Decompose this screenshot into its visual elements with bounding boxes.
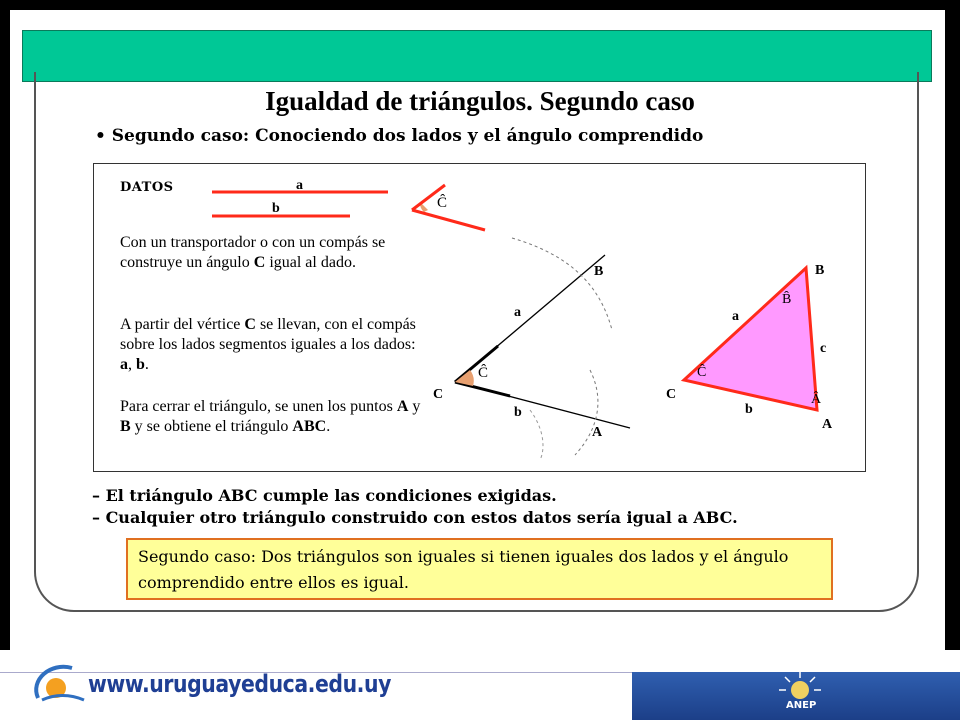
construction-label-C: C bbox=[433, 387, 444, 402]
triangle-angle-C-label: Ĉ bbox=[697, 365, 707, 380]
datos-label: DATOS bbox=[120, 180, 174, 195]
triangle-label-A: A bbox=[822, 417, 833, 432]
step-3-text: Para cerrar el triángulo, se unen los puntos A y B y se obtiene el triángulo ABC. bbox=[120, 398, 421, 435]
anep-logo-icon bbox=[779, 672, 821, 699]
triangle-label-c: c bbox=[820, 341, 827, 356]
footer-url[interactable]: www.uruguayeduca.edu.uy bbox=[88, 670, 391, 698]
footer-org: ANEP bbox=[786, 700, 817, 711]
construction-label-b: b bbox=[514, 405, 522, 420]
conclusion-line-2: – Cualquier otro triángulo construido con estos datos sería igual a ABC. bbox=[92, 508, 738, 527]
triangle-angle-A-label: Â bbox=[811, 392, 822, 407]
construction-angle-label: Ĉ bbox=[478, 365, 489, 381]
construction-label-B: B bbox=[594, 264, 604, 279]
triangle-label-C: C bbox=[666, 387, 677, 402]
triangle-angle-B-label: B̂ bbox=[782, 292, 792, 307]
segment-a-label: a bbox=[296, 178, 303, 193]
construction-label-A: A bbox=[592, 425, 603, 440]
conclusion-line-1: – El triángulo ABC cumple las condiciones exigidas. bbox=[92, 486, 557, 505]
step-1-text: Con un transportador o con un compás se construye un ángulo C igual al dado. bbox=[120, 234, 386, 271]
page-title: Igualdad de triángulos. Segundo caso bbox=[265, 86, 695, 116]
triangle-label-B: B bbox=[815, 263, 825, 278]
uruguayeduca-logo-icon bbox=[36, 667, 84, 700]
step-2-text: A partir del vértice C se llevan, con el compás sobre los lados segmentos iguales a los dados: a, b. bbox=[120, 316, 416, 373]
given-angle-label: Ĉ bbox=[437, 195, 448, 211]
construction-label-a: a bbox=[514, 305, 521, 320]
summary-box: Segundo caso: Dos triángulos son iguales si tienen iguales dos lados y el ángulo comprendido entre ellos es igual. bbox=[126, 538, 833, 600]
triangle-label-b: b bbox=[745, 402, 753, 417]
case-bullet: • Segundo caso: Conociendo dos lados y el ángulo comprendido bbox=[95, 126, 704, 146]
triangle-label-a: a bbox=[732, 309, 739, 324]
segment-b-label: b bbox=[272, 201, 280, 216]
